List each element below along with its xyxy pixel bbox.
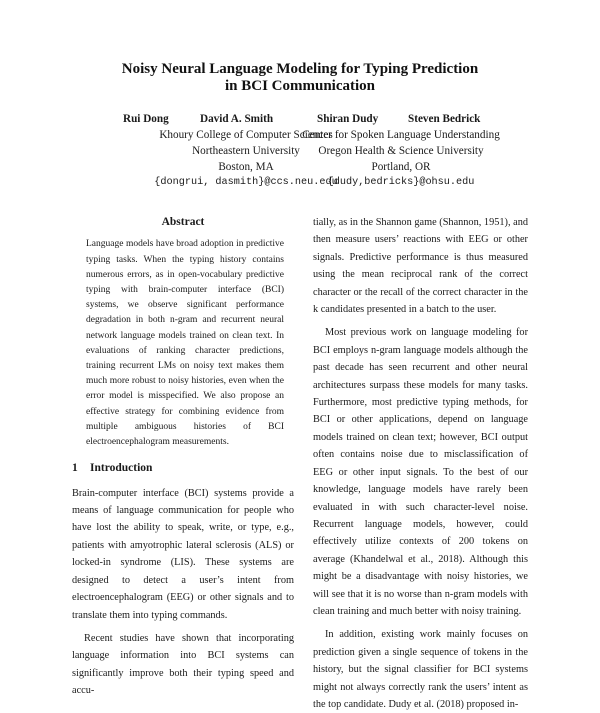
affiliation-line: Khoury College of Computer Sciences xyxy=(159,129,333,141)
author-email: {dudy,bedricks}@ohsu.edu xyxy=(327,177,475,188)
paragraph: Most previous work on language modeling for BCI employs n-gram language models although the past decade has seen recurrent and other neural architectures surpass these models for many tasks. Furthermore, most predictive typing methods, for BCI or other applications, depend on language models trained on clean text; however, BCI output often contains noise due to misclassification of EEG or other input signals. To the best of our knowledge, language models have rarely been evaluated in with such character-level noise. Recurrent language models, however, could effectively utilize contexts of 200 tokens on average (Khandelwal et al., 2018). Although this might be a disadvantage with noisy histories, we will see that it is no worse than n-gram models with clean training and much better with noisy training. xyxy=(313,327,528,617)
paper-title xyxy=(0,61,600,95)
abstract-text: Language models have broad adoption in predictive typing tasks. When the typing history contains numerous errors, as in open-vocabulary predictive typing with brain-computer interface (BCI) systems, we observe significant performance degradation in both n-gram and recurrent neural network language models trained on clean text. In evaluations of ranking character predictions, training recurrent LMs on noisy text makes them much more robust to noisy histories, even when the error model is misspecified. We also propose an effective strategy for combining evidence from multiple ambiguous histories of BCI electroencephalogram measurements. xyxy=(86,239,284,448)
affiliation-line: Northeastern University xyxy=(192,145,300,157)
section-heading xyxy=(72,460,294,477)
affiliation-right xyxy=(300,127,502,191)
affiliation-line: Center for Spoken Language Understanding xyxy=(302,129,500,141)
paragraph: tially, as in the Shannon game (Shannon, 1951), and then measure users’ reactions with EEG or other signals. Predictive performance is thus measured using the mean reciprocal rank of the correct character or the recall of the correct character in the k candidates presented in a batch to the user. xyxy=(313,217,528,316)
title-line-2: in BCI Communication xyxy=(224,78,376,94)
author-name: Rui Dong xyxy=(123,113,169,125)
abstract-heading: Abstract xyxy=(161,216,205,228)
affiliation-line: Oregon Health & Science University xyxy=(318,145,484,157)
affiliation-line: Portland, OR xyxy=(371,161,431,173)
paragraph: In addition, existing work mainly focuses on prediction given a single sequence of tokens in the history, but the signal classifier for BCI systems might not always correctly rank the users’ intent as the top candidate. Dudy et al. (2018) proposed in- xyxy=(313,629,528,710)
left-column xyxy=(72,214,294,700)
affiliation-line: Boston, MA xyxy=(218,161,274,173)
section-number: 1 xyxy=(72,462,78,475)
section-title: Introduction xyxy=(90,462,153,475)
author-name: Steven Bedrick xyxy=(408,113,481,125)
author-name: David A. Smith xyxy=(200,113,274,125)
paragraph: Recent studies have shown that incorporating language information into BCI systems can significantly improve both their typing speed and accu- xyxy=(72,632,294,697)
paragraph: Brain-computer interface (BCI) systems provide a means of language communication for people who have lost the ability to speak, write, or type, e.g., patients with amyotrophic lateral sclerosis (ALS) or locked-in syndrome (LIS). These systems are designed to detect a user’s intent from electroencephalogram (EEG) or other signals and to translate them into typing commands. xyxy=(72,487,294,621)
author-email: {dongrui, dasmith}@ccs.neu.edu xyxy=(154,177,338,188)
author-names xyxy=(0,111,600,127)
author-block xyxy=(0,111,600,191)
right-column xyxy=(313,214,528,713)
author-name: Shiran Dudy xyxy=(317,113,379,125)
title-line-1: Noisy Neural Language Modeling for Typing Prediction xyxy=(121,61,479,77)
